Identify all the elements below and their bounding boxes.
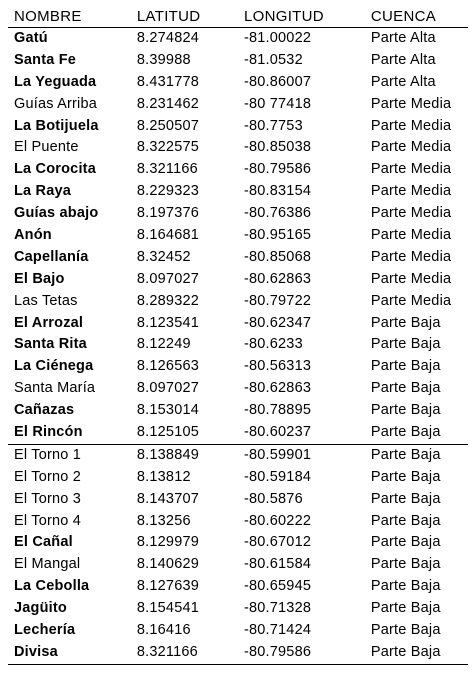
cell-latitud: 8.250507: [136, 117, 199, 134]
cell-longitud: -80.56313: [243, 358, 312, 375]
cell-cuenca: Parte Baja: [370, 512, 441, 529]
cell-cuenca: Parte Media: [370, 227, 452, 244]
cell-latitud: 8.274824: [136, 30, 199, 46]
table-row: [8, 159, 468, 181]
table-row: [8, 28, 468, 50]
cell-latitud: 8.32452: [136, 248, 191, 265]
cell-longitud: -80.79586: [243, 161, 312, 178]
cell-cuenca: Parte Baja: [370, 402, 441, 419]
table-row: [8, 356, 468, 378]
cell-latitud: 8.13256: [136, 512, 191, 529]
table-row: [8, 554, 468, 576]
cell-longitud: -80.85068: [243, 248, 312, 265]
cell-nombre: El Cañal: [14, 534, 73, 551]
cell-longitud: -80.86007: [243, 73, 312, 90]
header-nombre: NOMBRE: [14, 8, 82, 25]
cell-nombre: La Yeguada: [14, 73, 97, 90]
cell-nombre: La Ciénega: [14, 358, 94, 375]
cell-cuenca: Parte Baja: [370, 600, 441, 617]
cell-nombre: Anón: [14, 227, 52, 244]
table-row: [8, 400, 468, 422]
table-row: [8, 72, 468, 94]
table-row: [8, 642, 468, 665]
table-row: [8, 489, 468, 511]
cell-latitud: 8.138849: [136, 446, 199, 463]
cell-longitud: -81.00022: [243, 30, 312, 46]
table-row: [8, 422, 468, 445]
cell-longitud: -80.65945: [243, 578, 312, 595]
cell-latitud: 8.16416: [136, 622, 191, 639]
cell-longitud: -80.61584: [243, 556, 312, 573]
cell-cuenca: Parte Media: [370, 248, 452, 265]
cell-cuenca: Parte Baja: [370, 468, 441, 485]
cell-nombre: La Corocita: [14, 161, 96, 178]
cell-latitud: 8.229323: [136, 183, 199, 200]
cell-nombre: La Cebolla: [14, 578, 90, 595]
cell-latitud: 8.127639: [136, 578, 199, 595]
cell-latitud: 8.126563: [136, 358, 199, 375]
cell-longitud: -80.76386: [243, 205, 312, 222]
table-row: [8, 620, 468, 642]
cell-longitud: -80.95165: [243, 227, 312, 244]
cell-cuenca: Parte Baja: [370, 358, 441, 375]
cell-cuenca: Parte Media: [370, 139, 452, 156]
cell-nombre: El Mangal: [14, 556, 81, 573]
table-row: [8, 334, 468, 356]
table-row: [8, 203, 468, 225]
cell-latitud: 8.164681: [136, 227, 199, 244]
cell-cuenca: Parte Alta: [370, 73, 436, 90]
cell-latitud: 8.12249: [136, 336, 191, 353]
cell-cuenca: Parte Baja: [370, 446, 441, 463]
cell-longitud: -80.67012: [243, 534, 312, 551]
cell-nombre: El Torno 3: [14, 490, 82, 507]
cell-latitud: 8.322575: [136, 139, 199, 156]
cell-longitud: -80.60222: [243, 512, 312, 529]
cell-latitud: 8.125105: [136, 424, 199, 441]
cell-nombre: El Torno 1: [14, 446, 82, 463]
cell-latitud: 8.289322: [136, 292, 199, 309]
cell-nombre: El Rincón: [14, 424, 83, 441]
table-row: [8, 532, 468, 554]
cell-nombre: Divisa: [14, 643, 58, 660]
cell-latitud: 8.13812: [136, 468, 191, 485]
cell-latitud: 8.123541: [136, 314, 199, 331]
table-body: [8, 28, 468, 665]
cell-nombre: Santa Rita: [14, 336, 87, 353]
cell-longitud: -80.78895: [243, 402, 312, 419]
cell-longitud: -80.85038: [243, 139, 312, 156]
cell-cuenca: Parte Media: [370, 117, 452, 134]
cell-longitud: -80.62863: [243, 270, 312, 287]
cell-latitud: 8.321166: [136, 161, 198, 178]
cell-longitud: -80 77418: [243, 95, 312, 112]
cell-longitud: -80.79722: [243, 292, 312, 309]
cell-longitud: -80.59184: [243, 468, 312, 485]
table-row: [8, 511, 468, 533]
cell-cuenca: Parte Baja: [370, 622, 441, 639]
table-header: [8, 6, 468, 28]
cell-latitud: 8.431778: [136, 73, 199, 90]
table-row: [8, 247, 468, 269]
cell-cuenca: Parte Media: [370, 161, 452, 178]
table-row: [8, 313, 468, 335]
cell-latitud: 8.140629: [136, 556, 199, 573]
table-row: [8, 116, 468, 138]
cell-nombre: Las Tetas: [14, 292, 78, 309]
cell-latitud: 8.154541: [136, 600, 199, 617]
cell-longitud: -80.7753: [243, 117, 303, 134]
cell-longitud: -80.5876: [243, 490, 303, 507]
cell-longitud: -80.83154: [243, 183, 312, 200]
cell-cuenca: Parte Baja: [370, 556, 441, 573]
cell-latitud: 8.153014: [136, 402, 199, 419]
stations-table: [8, 6, 468, 665]
cell-longitud: -80.79586: [243, 643, 312, 660]
cell-longitud: -80.60237: [243, 424, 312, 441]
cell-nombre: Santa Fe: [14, 51, 77, 68]
header-latitud: LATITUD: [136, 8, 201, 25]
cell-cuenca: Parte Baja: [370, 534, 441, 551]
cell-nombre: El Puente: [14, 139, 79, 156]
table-row: [8, 291, 468, 313]
cell-cuenca: Parte Baja: [370, 336, 441, 353]
cell-cuenca: Parte Alta: [370, 30, 436, 46]
cell-nombre: La Botijuela: [14, 117, 99, 134]
table-row: [8, 467, 468, 489]
cell-cuenca: Parte Baja: [370, 314, 441, 331]
cell-nombre: El Bajo: [14, 270, 65, 287]
table-row: [8, 225, 468, 247]
cell-longitud: -80.62347: [243, 314, 312, 331]
cell-nombre: Santa María: [14, 380, 96, 397]
table-row: [8, 181, 468, 203]
table-row: [8, 576, 468, 598]
cell-longitud: -80.71424: [243, 622, 312, 639]
cell-latitud: 8.39988: [136, 51, 191, 68]
table-row: [8, 50, 468, 72]
table-row: [8, 378, 468, 400]
header-longitud: LONGITUD: [243, 8, 324, 25]
cell-nombre: El Arrozal: [14, 314, 84, 331]
cell-nombre: Jagüito: [14, 600, 67, 617]
cell-latitud: 8.197376: [136, 205, 199, 222]
cell-cuenca: Parte Baja: [370, 490, 441, 507]
table-row: [8, 445, 468, 467]
cell-latitud: 8.097027: [136, 270, 199, 287]
cell-latitud: 8.129979: [136, 534, 199, 551]
cell-nombre: Capellanía: [14, 248, 89, 265]
header-cuenca: CUENCA: [370, 8, 437, 25]
cell-nombre: Guías abajo: [14, 205, 99, 222]
cell-nombre: El Torno 4: [14, 512, 82, 529]
table-row: [8, 269, 468, 291]
cell-cuenca: Parte Baja: [370, 643, 441, 660]
cell-nombre: La Raya: [14, 183, 72, 200]
cell-longitud: -80.62863: [243, 380, 312, 397]
cell-cuenca: Parte Media: [370, 205, 452, 222]
table-row: [8, 94, 468, 116]
cell-nombre: Guías Arriba: [14, 95, 97, 112]
cell-latitud: 8.097027: [136, 380, 199, 397]
cell-nombre: Lechería: [14, 622, 76, 639]
table-row: [8, 137, 468, 159]
cell-cuenca: Parte Baja: [370, 380, 441, 397]
table-row: [8, 598, 468, 620]
cell-latitud: 8.321166: [136, 643, 198, 660]
cell-cuenca: Parte Media: [370, 95, 452, 112]
cell-cuenca: Parte Media: [370, 270, 452, 287]
cell-cuenca: Parte Baja: [370, 424, 441, 441]
cell-cuenca: Parte Baja: [370, 578, 441, 595]
cell-cuenca: Parte Media: [370, 292, 452, 309]
cell-longitud: -80.59901: [243, 446, 312, 463]
cell-longitud: -80.71328: [243, 600, 312, 617]
cell-nombre: El Torno 2: [14, 468, 82, 485]
cell-nombre: Cañazas: [14, 402, 75, 419]
cell-nombre: Gatú: [14, 30, 48, 46]
cell-longitud: -81.0532: [243, 51, 303, 68]
cell-cuenca: Parte Media: [370, 183, 452, 200]
cell-longitud: -80.6233: [243, 336, 303, 353]
cell-latitud: 8.143707: [136, 490, 199, 507]
cell-cuenca: Parte Alta: [370, 51, 436, 68]
cell-latitud: 8.231462: [136, 95, 199, 112]
